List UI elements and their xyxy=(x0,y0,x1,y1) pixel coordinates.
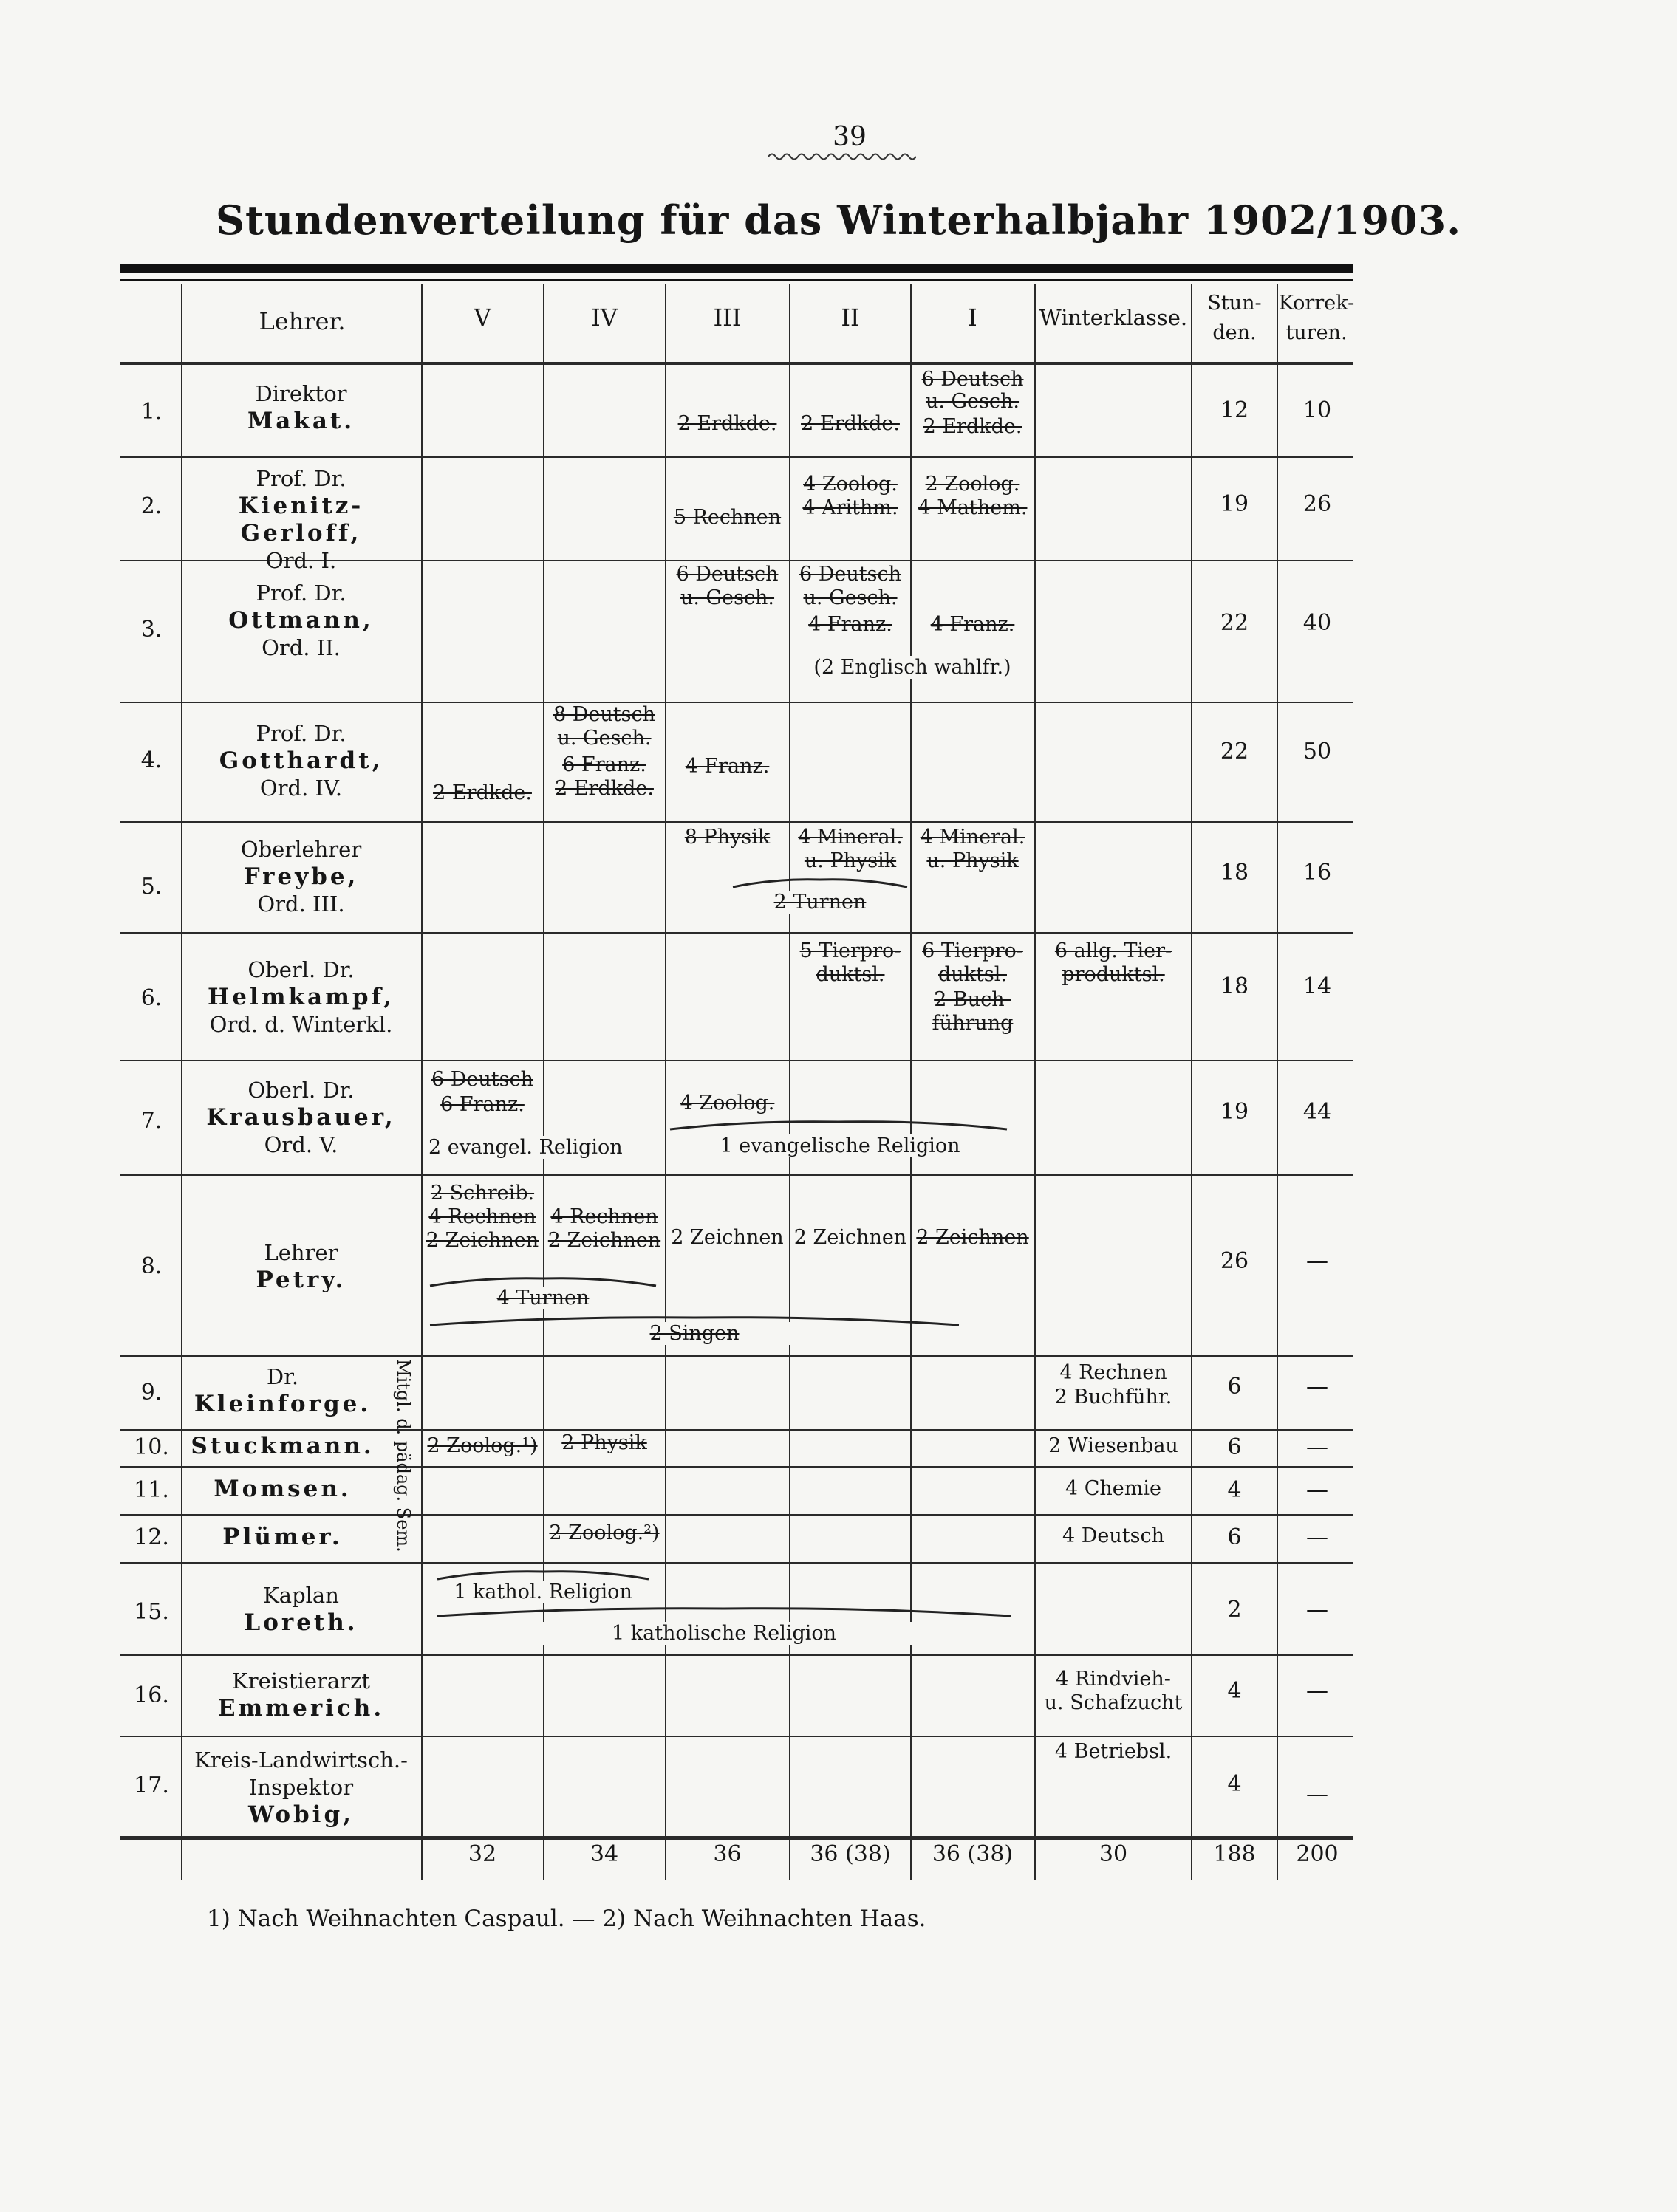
teacher-cell xyxy=(185,1668,417,1722)
teacher-cell xyxy=(185,1747,417,1829)
teacher-name: Gotthardt, xyxy=(219,747,383,774)
cell-r2-ii-a: 4 Zoolog. xyxy=(803,473,898,496)
hours-value: 4 xyxy=(1227,1678,1242,1704)
span-brace xyxy=(669,1117,1008,1132)
col-divider xyxy=(1034,284,1036,1880)
hours-value: 22 xyxy=(1220,610,1249,636)
corrections-value: — xyxy=(1306,1597,1328,1623)
teacher-name: Stuckmann. xyxy=(191,1433,375,1459)
teacher-name: Kienitz-Gerloff, xyxy=(238,493,364,547)
cell-r8-iv-a: 4 Rechnen xyxy=(550,1205,658,1228)
teacher-cell xyxy=(185,956,417,1038)
header-hours-2: den. xyxy=(1212,321,1257,344)
teacher-name: Loreth. xyxy=(244,1609,358,1636)
corrections-value: 50 xyxy=(1302,739,1332,764)
span-brace xyxy=(436,1604,1012,1619)
corrections-value: 10 xyxy=(1302,397,1332,423)
teacher-ordinarius: Ord. IV. xyxy=(259,775,343,801)
teacher-cell xyxy=(185,720,417,802)
corrections-value: 40 xyxy=(1302,610,1332,636)
teacher-cell xyxy=(185,1524,380,1551)
side-note-seminar: Mitgl. d. pädag. Sem. xyxy=(393,1359,414,1552)
cell-r5-i-a: 4 Mineral. xyxy=(920,826,1025,849)
teacher-cell xyxy=(185,1433,380,1460)
cell-r6-i-c: 2 Buch- xyxy=(934,988,1011,1011)
hours-value: 4 xyxy=(1227,1771,1242,1797)
cell-r16-winter-b: u. Schafzucht xyxy=(1044,1691,1183,1714)
cell-r3-iii-b: u. Gesch. xyxy=(680,586,775,609)
row-rule xyxy=(120,821,1353,823)
cell-r2-i-b: 4 Mathem. xyxy=(918,496,1028,519)
teacher-title: Direktor xyxy=(255,381,347,406)
cell-r1-iii: 2 Erdkde. xyxy=(677,412,777,435)
total-hours: 188 xyxy=(1213,1841,1256,1867)
header-teacher: Lehrer. xyxy=(259,307,346,335)
cell-r4-iv-a: 8 Deutsch xyxy=(553,703,655,726)
cell-r15-katholische-religion: 1 katholische Religion xyxy=(532,1622,916,1645)
row-rule xyxy=(120,702,1353,703)
header-hours-1: Stun- xyxy=(1207,292,1262,315)
cell-r3-ii-b: u. Gesch. xyxy=(803,586,898,609)
row-rule xyxy=(120,1514,1353,1516)
teacher-cell xyxy=(185,1239,417,1294)
span-brace xyxy=(436,1567,650,1582)
teacher-cell xyxy=(185,1476,380,1503)
teacher-title: Kreistierarzt xyxy=(232,1668,370,1694)
cell-r8-v-a: 2 Schreib. xyxy=(430,1182,535,1205)
header-class-iii: III xyxy=(713,304,742,332)
row-rule xyxy=(120,1466,1353,1468)
corrections-value: — xyxy=(1306,1374,1328,1400)
corrections-value: — xyxy=(1306,1434,1328,1460)
row-number: 10. xyxy=(134,1434,169,1460)
teacher-title: Dr. xyxy=(266,1364,299,1389)
col-divider xyxy=(181,284,182,1880)
teacher-title: Oberl. Dr. xyxy=(247,957,355,982)
corrections-value: 14 xyxy=(1302,973,1332,999)
teacher-title: Oberlehrer xyxy=(240,837,362,862)
cell-r3-span-english: (2 Englisch wahlfr.) xyxy=(790,656,1034,679)
teacher-title: Kreis-Landwirtsch.- xyxy=(194,1747,408,1773)
cell-r1-ii: 2 Erdkde. xyxy=(801,412,900,435)
total-v: 32 xyxy=(468,1841,497,1867)
teacher-name: Plümer. xyxy=(222,1524,343,1550)
cell-r4-iii: 4 Franz. xyxy=(685,755,770,778)
hours-value: 26 xyxy=(1220,1248,1249,1274)
hours-value: 19 xyxy=(1220,491,1249,517)
cell-r7-v-b: 6 Franz. xyxy=(440,1093,525,1116)
header-class-v: V xyxy=(474,304,491,332)
cell-r8-v-c: 2 Zeichnen xyxy=(426,1229,539,1252)
cell-r3-ii-c: 4 Franz. xyxy=(808,613,892,636)
teacher-name: Momsen. xyxy=(214,1476,352,1502)
row-number: 11. xyxy=(134,1477,169,1503)
teacher-name: Kleinforge. xyxy=(194,1391,372,1417)
teacher-name: Petry. xyxy=(256,1267,346,1293)
cell-r6-i-a: 6 Tierpro- xyxy=(922,939,1023,962)
cell-r6-ii-b: duktsl. xyxy=(816,963,885,986)
corrections-value: — xyxy=(1306,1678,1328,1704)
teacher-title: Kaplan xyxy=(263,1583,339,1608)
hours-value: 12 xyxy=(1220,397,1249,423)
teacher-cell xyxy=(185,836,417,918)
cell-r11-winter: 4 Chemie xyxy=(1065,1477,1161,1500)
cell-r4-iv-d: 2 Erdkde. xyxy=(555,777,654,800)
cell-r1-i-a: 6 Deutsch xyxy=(921,368,1024,391)
cell-r8-v-b: 4 Rechnen xyxy=(428,1205,536,1228)
cell-r1-i-c: 2 Erdkde. xyxy=(923,415,1022,438)
teacher-name: Ottmann, xyxy=(228,607,374,634)
teacher-title: Oberl. Dr. xyxy=(247,1078,355,1103)
hours-value: 2 xyxy=(1227,1597,1242,1623)
cell-r10-v: 2 Zoolog.¹) xyxy=(427,1434,538,1457)
row-rule xyxy=(120,1060,1353,1061)
cell-r2-ii-b: 4 Arithm. xyxy=(802,496,898,519)
teacher-cell xyxy=(185,580,417,662)
cell-r4-iv-c: 6 Franz. xyxy=(562,753,646,776)
teacher-ordinarius: Ord. I. xyxy=(265,548,337,573)
cell-r8-iii: 2 Zeichnen xyxy=(671,1226,784,1249)
row-number: 1. xyxy=(140,399,163,425)
total-ii: 36 (38) xyxy=(810,1841,891,1867)
teacher-cell xyxy=(185,380,417,435)
teacher-name: Emmerich. xyxy=(217,1695,385,1722)
cell-r9-winter-b: 2 Buchführ. xyxy=(1054,1386,1172,1408)
teacher-title: Lehrer xyxy=(264,1240,338,1265)
cell-r4-v: 2 Erdkde. xyxy=(433,781,532,804)
total-iv: 34 xyxy=(590,1841,619,1867)
teacher-ordinarius: Ord. II. xyxy=(262,635,341,660)
cell-r6-ii-a: 5 Tierpro- xyxy=(799,939,901,962)
cell-r9-winter-a: 4 Rechnen xyxy=(1059,1361,1167,1384)
row-rule xyxy=(120,932,1353,934)
teacher-cell xyxy=(185,465,417,575)
hours-value: 18 xyxy=(1220,860,1249,886)
header-class-iv: IV xyxy=(591,304,618,332)
page-title: Stundenverteilung für das Winterhalbjahr 1902/1903. xyxy=(215,196,1461,244)
cell-r6-i-b: duktsl. xyxy=(938,963,1007,986)
header-rule xyxy=(120,362,1353,365)
cell-r1-i-b: u. Gesch. xyxy=(925,390,1020,413)
cell-r6-winter-b: produktsl. xyxy=(1062,963,1165,986)
total-winter: 30 xyxy=(1099,1841,1128,1867)
teacher-name: Freybe, xyxy=(243,863,359,890)
header-corrections-2: turen. xyxy=(1285,321,1348,344)
hours-value: 6 xyxy=(1227,1434,1242,1460)
row-number: 5. xyxy=(140,874,163,900)
row-number: 12. xyxy=(134,1524,169,1550)
cell-r12-iv: 2 Zoolog.²) xyxy=(549,1521,660,1544)
cell-r5-ii-b: u. Physik xyxy=(804,849,897,872)
row-rule xyxy=(120,1736,1353,1737)
cell-r3-ii-a: 6 Deutsch xyxy=(799,563,901,586)
teacher-title: Prof. Dr. xyxy=(256,581,346,606)
cell-r2-i-a: 2 Zoolog. xyxy=(925,473,1020,496)
col-divider xyxy=(1191,284,1192,1880)
hours-value: 18 xyxy=(1220,973,1249,999)
corrections-value: 26 xyxy=(1302,491,1332,517)
corrections-value: — xyxy=(1306,1524,1328,1550)
row-number: 2. xyxy=(140,493,163,519)
teacher-name: Helmkampf, xyxy=(207,984,395,1010)
cell-r7-v-religion: 2 evangel. Religion xyxy=(428,1136,623,1159)
row-rule xyxy=(120,456,1353,458)
cell-r7-iii: 4 Zoolog. xyxy=(680,1092,775,1114)
totals-rule xyxy=(120,1836,1353,1840)
row-number: 16. xyxy=(134,1682,169,1708)
teacher-cell xyxy=(185,1077,417,1159)
cell-r7-v-a: 6 Deutsch xyxy=(431,1068,533,1091)
cell-r5-iii: 8 Physik xyxy=(684,826,771,849)
hours-value: 6 xyxy=(1227,1374,1242,1400)
cell-r15-kathol-religion: 1 kathol. Religion xyxy=(428,1581,658,1603)
teacher-cell xyxy=(185,1363,380,1418)
row-rule xyxy=(120,1562,1353,1564)
col-divider xyxy=(1277,284,1278,1880)
teacher-name: Inspektor xyxy=(248,1775,354,1800)
cell-r8-i: 2 Zeichnen xyxy=(916,1226,1029,1249)
corrections-value: 16 xyxy=(1302,860,1332,886)
row-rule xyxy=(120,1429,1353,1431)
teacher-name: Krausbauer, xyxy=(206,1104,396,1131)
hours-value: 6 xyxy=(1227,1524,1242,1550)
teacher-ordinarius: Ord. d. Winterkl. xyxy=(209,1012,393,1037)
cell-r3-i: 4 Franz. xyxy=(930,613,1015,636)
teacher-ordinarius: Ord. V. xyxy=(264,1132,338,1157)
hours-value: 19 xyxy=(1220,1099,1249,1125)
cell-r7-span-religion: 1 evangelische Religion xyxy=(666,1134,1014,1157)
row-number: 9. xyxy=(140,1380,163,1405)
corrections-value: — xyxy=(1306,1781,1328,1807)
total-i: 36 (38) xyxy=(932,1841,1014,1867)
teacher-name: Makat. xyxy=(247,408,355,434)
cell-r5-span-turnen: 2 Turnen xyxy=(739,891,901,914)
cell-r4-iv-b: u. Gesch. xyxy=(557,727,652,750)
teacher-ordinarius: Ord. III. xyxy=(257,891,345,917)
span-brace xyxy=(731,875,909,890)
cell-r8-span-singen: 2 Singen xyxy=(591,1322,798,1345)
header-corrections-1: Korrek- xyxy=(1278,292,1355,315)
header-class-i: I xyxy=(968,304,977,332)
cell-r10-winter: 2 Wiesenbau xyxy=(1048,1434,1178,1457)
teacher-title: Prof. Dr. xyxy=(256,721,346,746)
row-rule xyxy=(120,1174,1353,1176)
cell-r12-winter: 4 Deutsch xyxy=(1062,1524,1164,1547)
row-rule xyxy=(120,1355,1353,1357)
header-winter: Winterklasse. xyxy=(1039,305,1188,330)
header-class-ii: II xyxy=(841,304,860,332)
cell-r6-winter-a: 6 allg. Tier- xyxy=(1054,939,1172,962)
cell-r3-iii-a: 6 Deutsch xyxy=(676,563,779,586)
cell-r8-ii: 2 Zeichnen xyxy=(793,1226,907,1249)
hours-value: 22 xyxy=(1220,739,1249,764)
row-rule xyxy=(120,1654,1353,1656)
cell-r16-winter-a: 4 Rindvieh- xyxy=(1056,1668,1171,1691)
footnote: 1) Nach Weihnachten Caspaul. — 2) Nach Weihnachten Haas. xyxy=(207,1905,926,1932)
corrections-value: 44 xyxy=(1302,1099,1332,1125)
total-corrections: 200 xyxy=(1296,1841,1339,1867)
row-number: 4. xyxy=(140,747,163,773)
row-number: 3. xyxy=(140,617,163,643)
corrections-value: — xyxy=(1306,1248,1328,1274)
cell-r8-iv-b: 2 Zeichnen xyxy=(547,1229,661,1252)
row-number: 8. xyxy=(140,1253,163,1279)
teacher-title: Prof. Dr. xyxy=(256,466,346,491)
hours-value: 4 xyxy=(1227,1477,1242,1503)
row-number: 15. xyxy=(134,1599,169,1625)
cell-r10-iv: 2 Physik xyxy=(561,1431,647,1454)
cell-r2-iii: 5 Rechnen xyxy=(673,506,782,529)
cell-r5-i-b: u. Physik xyxy=(926,849,1019,872)
cell-r6-i-d: führung xyxy=(932,1012,1014,1035)
cell-r17-winter: 4 Betriebsl. xyxy=(1054,1740,1172,1763)
corrections-value: — xyxy=(1306,1477,1328,1503)
row-number: 7. xyxy=(140,1108,163,1134)
row-number: 17. xyxy=(134,1773,169,1798)
page-number: 39 xyxy=(833,122,867,152)
cell-r8-span-turnen: 4 Turnen xyxy=(428,1287,658,1309)
row-number: 6. xyxy=(140,985,163,1011)
teacher-name-2: Wobig, xyxy=(248,1801,354,1828)
teacher-cell xyxy=(185,1582,417,1637)
cell-r5-ii-a: 4 Mineral. xyxy=(798,826,903,849)
total-iii: 36 xyxy=(713,1841,742,1867)
